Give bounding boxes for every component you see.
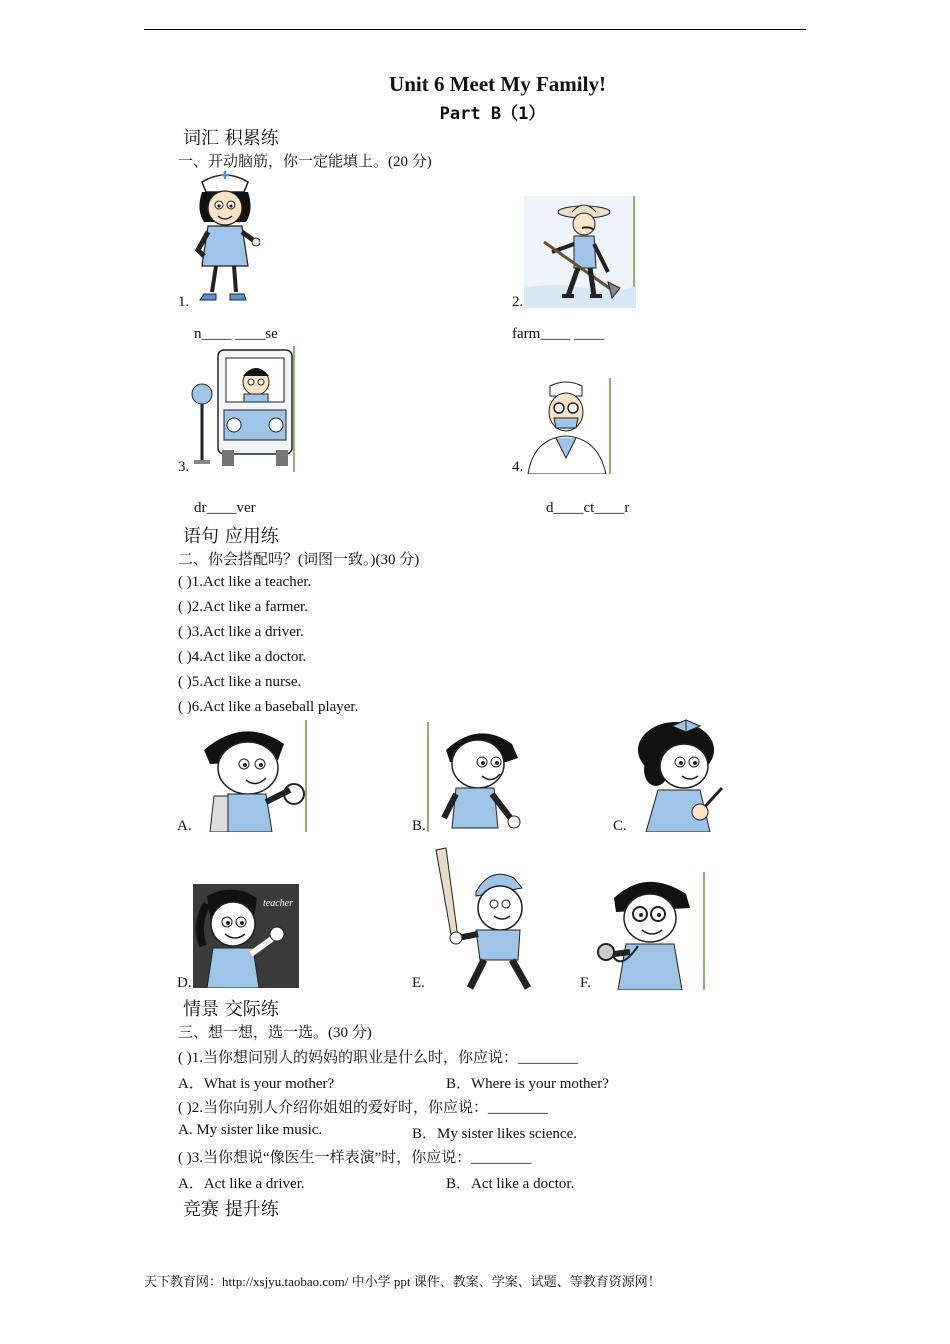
section4-heading: 竞赛 提升练 [183, 1199, 279, 1220]
item4-blank: d____ct____r [546, 500, 630, 516]
page-subtitle: Part B（1） [439, 104, 546, 124]
picture-e-label: E. [412, 975, 425, 991]
girl-with-syringe-picture [628, 718, 728, 832]
match-item-4: ( )4.Act like a doctor. [178, 649, 307, 665]
baseball-player-picture [428, 844, 538, 990]
bus-driver-picture [190, 346, 296, 472]
page-title: Unit 6 Meet My Family! [389, 72, 606, 96]
choice-q2-option-a: A. My sister like music. [178, 1122, 323, 1138]
choice-q1-stem: ( )1.当你想问别人的妈妈的职业是什么时，你应说：________ [178, 1050, 578, 1066]
item1-number: 1. [178, 294, 190, 310]
choice-q3-stem: ( )3.当你想说“像医生一样表演”时，你应说：________ [178, 1150, 532, 1166]
match-item-1: ( )1.Act like a teacher. [178, 574, 312, 590]
item1-blank: n____ ____se [194, 326, 278, 342]
item3-blank: dr____ver [194, 500, 256, 516]
picture-a-label: A. [177, 818, 192, 834]
page-footer: 天下教育网：http://xsjyu.taobao.com/ 中小学 ppt 课件、教案、学案、试题、等教育资源网！ [144, 1274, 661, 1289]
doctor-picture [524, 378, 612, 474]
section2-question: 二、你会搭配吗？(词图一致。)(30 分) [178, 552, 420, 568]
farmer-picture [524, 196, 636, 308]
section3-heading: 情景 交际练 [183, 999, 279, 1020]
choice-q2-option-b: B．My sister likes science. [412, 1126, 577, 1142]
boy-driving-picture [194, 720, 310, 832]
picture-f-label: F. [580, 975, 591, 991]
section2-heading: 语句 应用练 [183, 526, 279, 547]
choice-q2-stem: ( )2.当你向别人介绍你姐姐的爱好时，你应说：________ [178, 1100, 548, 1116]
item2-number: 2. [512, 294, 524, 310]
top-rule [144, 29, 806, 30]
picture-c-label: C. [613, 818, 627, 834]
section1-question: 一、开动脑筋，你一定能填上。(20 分) [178, 154, 432, 170]
boy-with-stethoscope-picture [590, 872, 708, 990]
picture-b-label: B. [412, 818, 426, 834]
boy-digging-picture [426, 722, 538, 832]
choice-q1-option-a: A．What is your mother? [178, 1076, 335, 1092]
chalkboard-text: teacher [263, 898, 293, 909]
item3-number: 3. [178, 459, 190, 475]
choice-q1-option-b: B．Where is your mother? [446, 1076, 609, 1092]
section1-heading: 词汇 积累练 [183, 128, 279, 149]
match-item-3: ( )3.Act like a driver. [178, 624, 304, 640]
match-item-2: ( )2.Act like a farmer. [178, 599, 308, 615]
section3-question: 三、想一想，选一选。(30 分) [178, 1025, 372, 1041]
item4-number: 4. [512, 459, 524, 475]
choice-q3-option-b: B．Act like a doctor. [446, 1176, 575, 1192]
picture-d-label: D. [177, 975, 192, 991]
match-item-6: ( )6.Act like a baseball player. [178, 699, 359, 715]
nurse-picture [190, 170, 260, 308]
choice-q3-option-a: A．Act like a driver. [178, 1176, 305, 1192]
girl-teacher-picture [193, 884, 299, 988]
match-item-5: ( )5.Act like a nurse. [178, 674, 302, 690]
item2-blank: farm____ ____ [512, 326, 605, 342]
